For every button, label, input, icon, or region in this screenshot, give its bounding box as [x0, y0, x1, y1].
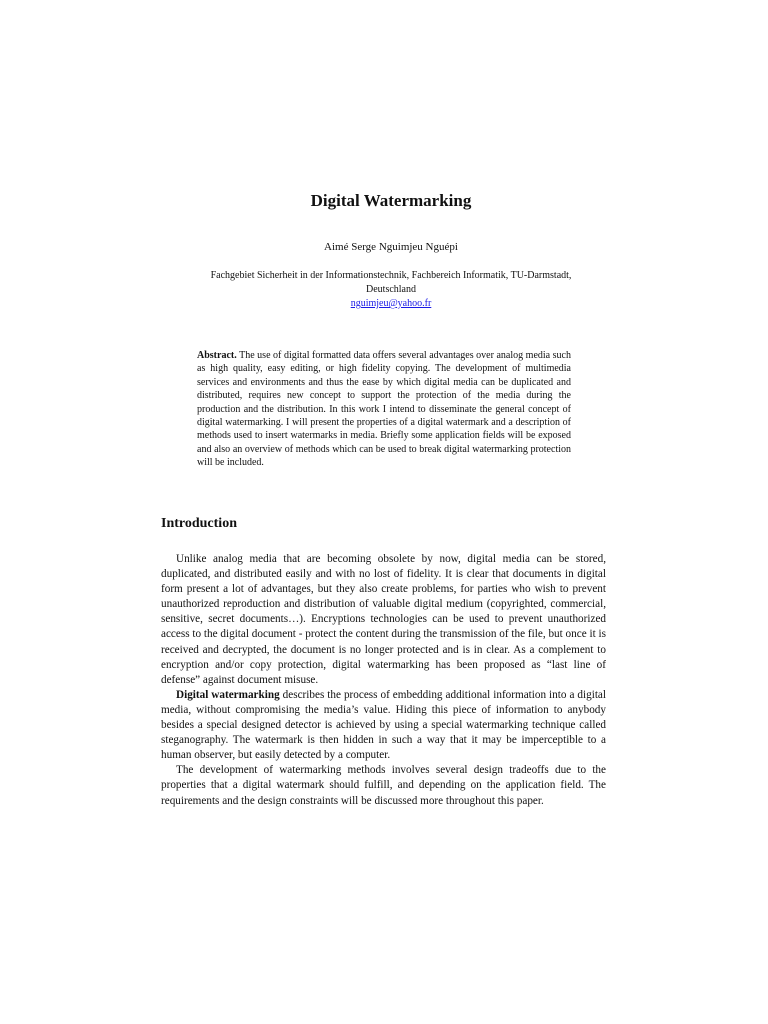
intro-paragraph-2-bold: Digital watermarking: [176, 688, 280, 701]
abstract-label: Abstract.: [197, 350, 237, 361]
affiliation-line-1: Fachgebiet Sicherheit in der Informationstechnik, Fachbereich Informatik, TU-Darmstadt,: [210, 270, 572, 281]
abstract-text: The use of digital formatted data offers several advantages over analog media such as high quality, easy editing, or high fidelity copying. The development of multimedia services and environments and thus the ease by which digital media can be duplicated and distributed, requires new concept to support the protection of the media during the production and the distribution. In this work I intend to disseminate the general concept of digital watermarking. I will present the properties of a digital watermark and a description of methods used to insert watermarks in media. Briefly some application fields will be exposed and also an overview of methods which can be used to break digital watermarking protection will be included.: [197, 350, 571, 469]
section-heading-introduction: Introduction: [161, 516, 237, 531]
intro-paragraph-3: The development of watermarking methods involves several design tradeoffs due to the properties that a digital watermark should fulfill, and depending on the application field. The requirements and the design constraints will be discussed more throughout this paper.: [161, 764, 606, 807]
affiliation-line-2: Deutschland: [366, 284, 416, 295]
email-link[interactable]: nguimjeu@yahoo.fr: [350, 298, 432, 309]
intro-paragraph-2-text: describes the process of embedding additional information into a digital media, without compromising the media’s value. Hiding this piece of information to anybody besides a special designed detector is achieved by using a special watermarking technique called steganography. The watermark is then hidden in such a way that it may be imperceptible to a human observer, but easily detected by a computer.: [161, 688, 607, 762]
abstract-block: [197, 349, 571, 470]
paper-title: Digital Watermarking: [310, 191, 472, 210]
author-name: Aimé Serge Nguimjeu Nguépi: [324, 241, 458, 253]
intro-paragraph-1: Unlike analog media that are becoming obsolete by now, digital media can be stored, duplicated, and distributed easily and with no lost of fidelity. It is clear that documents in digital form present a lot of advantages, but they also create problems, for parties who wish to prevent unauthorized reproduction and distribution of valuable digital medium (copyrighted, commercial, sensitive, secret documents…). Encryptions technologies can be used to prevent unauthorized access to the digital document - protect the content during the transmission of the file, but once it is received and decrypted, the document is no longer protected and is in clear. As a complement to encryption and/or copy protection, digital watermarking has been proposed as “last line of defense” against document misuse.: [161, 553, 606, 686]
introduction-body: [161, 552, 606, 809]
intro-paragraph-2: [161, 688, 606, 763]
affiliation: [170, 269, 612, 311]
